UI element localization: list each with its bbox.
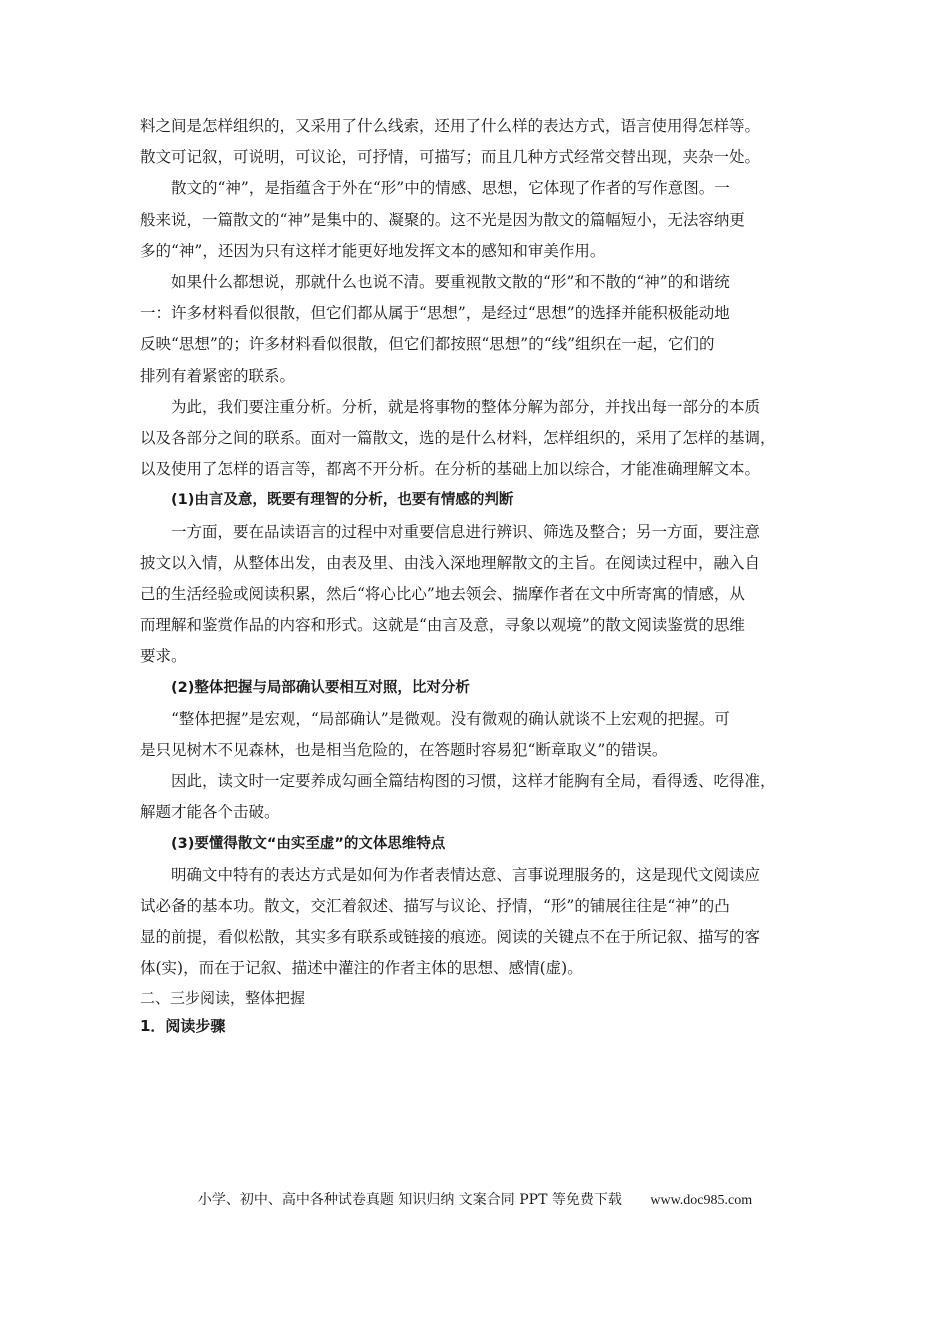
paragraph-line: 散文可记叙，可说明，可议论，可抒情，可描写；而且几种方式经常交替出现，夹杂一处。 <box>140 148 761 167</box>
paragraph-line: “整体把握”是宏观，“局部确认”是微观。没有微观的确认就谈不上宏观的把握。可 <box>171 709 730 728</box>
footer-url[interactable]: www.doc985.com <box>650 1193 753 1208</box>
article-body <box>140 111 820 985</box>
paragraph-line: 为此，我们要注重分析。分析，就是将事物的整体分解为部分，并找出每一部分的本质 <box>171 397 761 416</box>
paragraph-line: 一：许多材料看似很散，但它们都从属于“思想”，是经过“思想”的选择并能积极能动地 <box>140 304 730 323</box>
subheading-line: (1)由言及意，既要有理智的分析，也要有情感的判断 <box>171 492 514 509</box>
paragraph-line: 解题才能各个击破。 <box>140 803 280 822</box>
paragraph-line: 以及各部分之间的联系。面对一篇散文，选的是什么材料，怎样组织的，采用了怎样的基调， <box>140 429 776 448</box>
paragraph-line: 体(实)，而在于记叙、描述中灌注的作者主体的思想、感情(虚)。 <box>140 959 583 978</box>
paragraph-line: 披文以入情，从整体出发，由表及里、由浅入深地理解散文的主旨。在阅读过程中，融入自 <box>140 553 761 572</box>
paragraph <box>140 704 820 766</box>
paragraph <box>140 766 820 828</box>
paragraph <box>140 860 820 985</box>
paragraph-line: 明确文中特有的表达方式是如何为作者表情达意、言事说理服务的，这是现代文阅读应 <box>171 865 761 884</box>
paragraph-line: 多的“神”，还因为只有这样才能更好地发挥文本的感知和审美作用。 <box>140 241 606 260</box>
paragraph <box>140 111 820 173</box>
subheading-line: (2)整体把握与局部确认要相互对照，比对分析 <box>171 679 470 696</box>
paragraph-line: 是只见树木不见森林，也是相当危险的，在答题时容易犯“断章取义”的错误。 <box>140 741 668 760</box>
section-title: 二、三步阅读，整体把握 <box>140 989 306 1007</box>
paragraph <box>140 267 820 392</box>
paragraph-line: 试必备的基本功。散文，交汇着叙述、描写与议论、抒情，“形”的铺展往往是“神”的凸 <box>140 897 730 916</box>
paragraph <box>140 517 820 673</box>
paragraph-line: 显的前提，看似松散，其实多有联系或链接的痕迹。阅读的关键点不在于所记叙、描写的客 <box>140 928 761 947</box>
paragraph-line: 反映“思想”的；许多材料看似很散，但它们都按照“思想”的“线”组织在一起，它们的 <box>140 335 715 354</box>
section-block <box>140 984 820 1040</box>
subheading <box>140 485 820 516</box>
paragraph-line: 一方面，要在品读语言的过程中对重要信息进行辨识、筛选及整合；另一方面，要注意 <box>171 522 761 541</box>
paragraph-line: 般来说，一篇散文的“神”是集中的、凝聚的。这不光是因为散文的篇幅短小，无法容纳更 <box>140 210 745 229</box>
paragraph-line: 以及使用了怎样的语言等，都离不开分析。在分析的基础上加以综合，才能准确理解文本。 <box>140 460 761 479</box>
paragraph-line: 己的生活经验或阅读积累，然后“将心比心”地去领会、揣摩作者在文中所寄寓的情感，从 <box>140 585 745 604</box>
paragraph-line: 要求。 <box>140 647 187 666</box>
subheading <box>140 673 820 704</box>
step-heading: 1．阅读步骤 <box>140 1017 226 1035</box>
paragraph-line: 散文的“神”，是指蕴含于外在“形”中的情感、思想，它体现了作者的写作意图。一 <box>171 179 730 198</box>
subheading <box>140 829 820 860</box>
paragraph <box>140 392 820 486</box>
paragraph-line: 料之间是怎样组织的，又采用了什么线索，还用了什么样的表达方式，语言使用得怎样等。 <box>140 117 761 135</box>
paragraph-line: 因此，读文时一定要养成勾画全篇结构图的习惯，这样才能胸有全局，看得透、吃得准， <box>171 772 776 791</box>
paragraph <box>140 173 820 267</box>
paragraph-line: 如果什么都想说，那就什么也说不清。要重视散文散的“形”和不散的“神”的和谐统 <box>171 273 730 292</box>
page-footer <box>0 1188 950 1213</box>
paragraph-line: 而理解和鉴赏作品的内容和形式。这就是“由言及意，寻象以观境”的散文阅读鉴赏的思维 <box>140 616 745 635</box>
paragraph-line: 排列有着紧密的联系。 <box>140 366 296 385</box>
subheading-line: (3)要懂得散文“由实至虚”的文体思维特点 <box>171 835 446 852</box>
footer-text: 小学、初中、高中各种试卷真题 知识归纳 文案合同 PPT 等免费下载 <box>197 1192 622 1208</box>
